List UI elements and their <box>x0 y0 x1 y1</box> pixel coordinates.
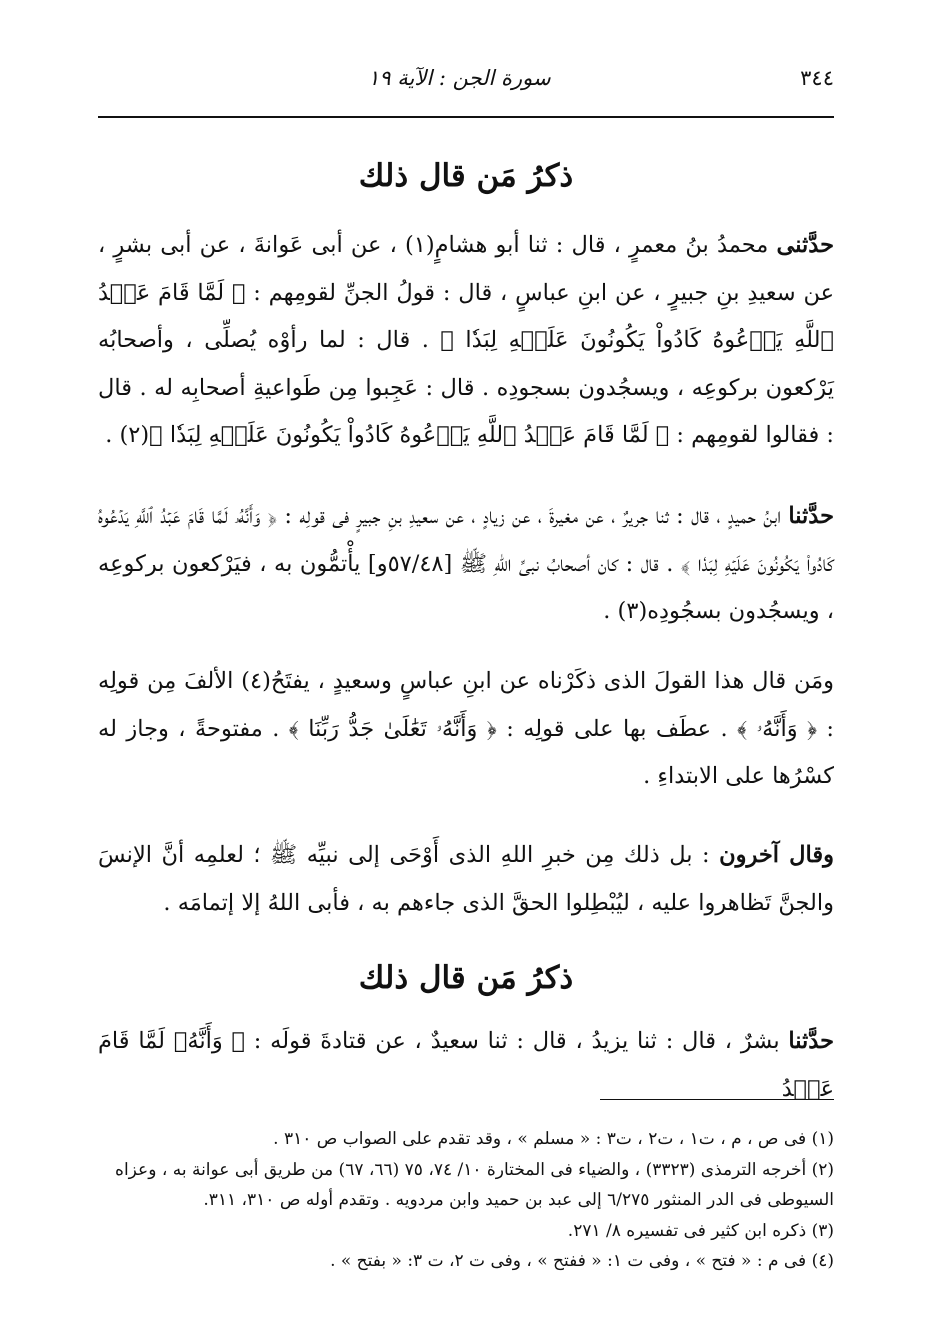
paragraph-lead: وقال آخرون <box>719 842 834 868</box>
footnote: (٤) فى م : « فتح » ، وفى ت ١: « ففتح » ، وفى ت ٢، ت ٣: « بفتح » . <box>330 1251 834 1271</box>
paragraph <box>98 493 834 636</box>
header-divider <box>98 116 834 118</box>
footnote-divider <box>600 1099 834 1100</box>
paragraph-text: ومَن قال هذا القولَ الذى ذكَرْناه عن ابنِ عباسٍ وسعيدٍ ، يفتَحُ(٤) الألفَ مِن قولِه : ﴿ وَأَنَّهُۥ ﴾ . عطَف بها على قولِه : ﴿ وَأَنَّهُۥ تَعَٰلَىٰ جَدُّ رَبِّنَا ﴾ . مفتوحةً ، وجاز له كسْرُها على الابتداءِ . <box>98 668 834 789</box>
paragraph-text: بشرٌ ، قال : ثنا يزيدُ ، قال : ثنا سعيدٌ ، عن قتادةَ قولَه : ﴿ وَأَنَّهُۥ لَمَّا قَامَ عَبۡدُ <box>98 1028 834 1102</box>
paragraph-text: : بل ذلك مِن خبرِ اللهِ الذى أَوْحَى إلى نبيِّه ﷺ ؛ لعلمِه أنَّ الإنسَ والجنَّ تَظاهروا عليه ، ليُبْطِلوا الحقَّ الذى جاءهم به ، فأبى اللهُ إلا إتمامَه . <box>98 842 834 916</box>
running-title: سورة الجن : الآية ١٩ <box>368 66 551 90</box>
paragraph-text: ابنُ حميدٍ ، قال : ثنا جريرٌ ، عن مغيرةَ ، عن زيادٍ ، عن سعيدِ بنِ جبيرٍ فى قولِه : ﴿ وَأَنَّهُۥ لَمَّا قَامَ عَبۡدُ ٱللَّهِ يَدۡعُوهُ كَادُواْ يَكُونُونَ عَلَيۡهِ لِبَدٗا ﴾ . قال : كان أصحابُ نبىِّ اللهِ ﷺ [٥٧/٤٨و] يأْتمُّون به ، فيَرْكعون بركوعِه ، ويسجُدون بسجُودِه(٣) . <box>98 503 834 624</box>
page-number: ٣٤٤ <box>800 66 834 90</box>
section-heading: ذكرُ مَن قال ذلك <box>358 158 574 194</box>
footnote: (٣) ذكره ابن كثير فى تفسيره ٨/ ٢٧١. <box>567 1220 834 1241</box>
footnote: (١) فى ص ، م ، ت١ ، ت٢ ، ت٣ : « مسلم » ، وقد تقدم على الصواب ص ٣١٠ . <box>273 1129 834 1149</box>
footnote: (٢) أخرجه الترمذى (٣٣٢٣) ، والضياء فى المختارة ١٠/ ٧٤، ٧٥ (٦٦، ٦٧) من طريق أبى عوانة به ، وعزاه السيوطى فى الدر المنثور ٦/٢٧٥ إلى عبد بن حميد وابن مردويه . وتقدم أوله ص ٣١٠، ٣١١. <box>115 1159 834 1210</box>
paragraph <box>98 658 834 801</box>
paragraph-lead: حدَّثنا <box>788 503 834 529</box>
paragraph-text: محمدُ بنُ معمرٍ ، قال : ثنا أبو هشامٍ(١) ، عن أبى عَوانةَ ، عن أبى بشرٍ ، عن سعيدِ بنِ جبيرٍ ، عن ابنِ عباسٍ ، قال : قولُ الجنِّ لقومِهم : ﴿ لَمَّا قَامَ عَبۡدُ ٱللَّهِ يَدۡعُوهُ كَادُواْ يَكُونُونَ عَلَيۡهِ لِبَدٗا ﴾ . قال : لما رأوْه يُصلِّى ، وأصحابُه يَرْكعون بركوعِه ، ويسجُدون بسجودِه . قال : عَجِبوا مِن طَواعيةِ أصحابِه له . قال : فقالوا لقومِهم : ﴿ لَمَّا قَامَ عَبۡدُ ٱللَّهِ يَدۡعُوهُ كَادُواْ يَكُونُونَ عَلَيۡهِ لِبَدٗا ﴾(٢) . <box>98 232 834 448</box>
section-heading: ذكرُ مَن قال ذلك <box>358 960 574 996</box>
page-header <box>98 58 834 98</box>
paragraph-lead: حدَّثنا <box>788 1028 834 1054</box>
paragraph <box>98 832 834 927</box>
paragraph <box>98 222 834 460</box>
footnotes <box>98 1124 834 1277</box>
paragraph-lead: حدَّثنى <box>776 232 834 258</box>
